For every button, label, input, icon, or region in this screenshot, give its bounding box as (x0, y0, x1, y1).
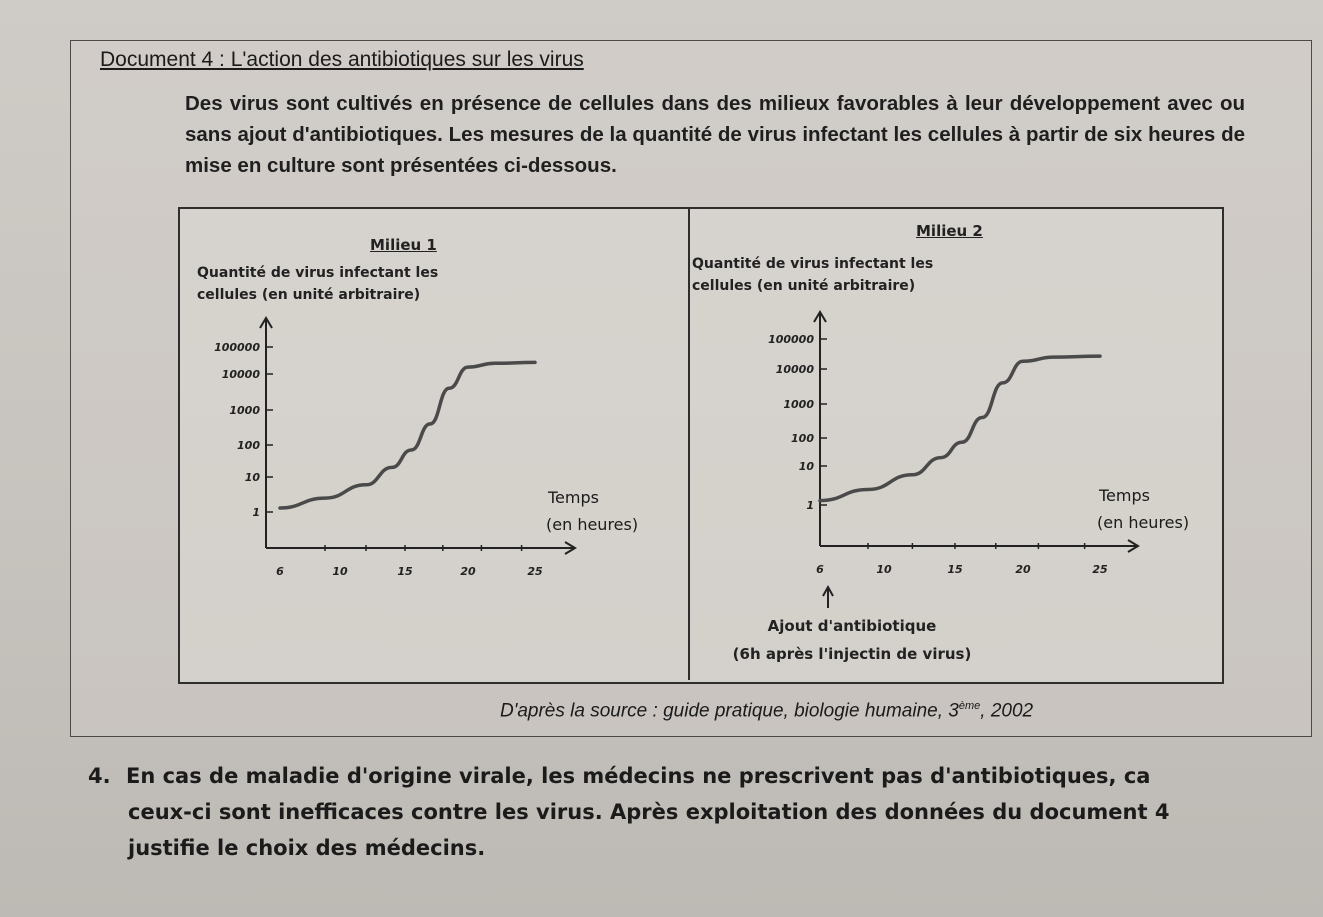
chart1-y-tick-label: 1 (252, 506, 260, 519)
chart1-x-tick-label: 25 (527, 565, 543, 578)
chart2-x-tick-label: 6 (816, 563, 824, 576)
chart2-y-tick-label: 100 (791, 432, 814, 445)
chart1-xlabel-line1: Temps (548, 488, 599, 507)
chart2-x-tick-label: 10 (876, 563, 892, 576)
chart1-y-tick-label: 10000 (221, 368, 260, 381)
chart2-y-tick-label: 1000 (783, 398, 814, 411)
source-suffix: , 2002 (980, 700, 1034, 722)
source-superscript: ème (958, 700, 981, 712)
source-citation (500, 700, 1033, 722)
chart2-ylabel-line1: Quantité de virus infectant les (692, 256, 934, 272)
source-prefix: D'après la source : guide pratique, biologie humaine, 3 (500, 700, 959, 722)
chart2-xlabel-line2: (en heures) (1097, 513, 1190, 532)
chart2-annotation-line2: (6h après l'injectin de virus) (732, 645, 972, 663)
chart2-x-tick-label: 25 (1092, 563, 1108, 576)
chart1-x-tick-label: 6 (276, 565, 284, 578)
chart2-y-tick-label: 100000 (768, 333, 814, 346)
chart1-ylabel-line1: Quantité de virus infectant les (197, 265, 439, 281)
chart1-x-tick-label: 10 (332, 565, 348, 578)
chart1-ylabel-line2: cellules (en unité arbitraire) (197, 287, 421, 303)
chart2-series-line (820, 356, 1100, 501)
chart1-title: Milieu 1 (370, 236, 437, 254)
intro-paragraph: Des virus sont cultivés en présence de cellules dans des milieux favorables à leur développement avec ou sans ajout d'antibiotiques. Les mesures de la quantité de virus infectant les cellules à partir de six heures de mise en culture sont présentées ci-dessous. (185, 92, 1245, 177)
chart1-y-tick-label: 10 (244, 471, 260, 484)
chart1-x-tick-label: 20 (460, 565, 476, 578)
question-line-3: justifie le choix des médecins. (128, 836, 486, 860)
chart2-y-tick-label: 1 (806, 499, 814, 512)
chart2-annotation-line1: Ajout d'antibiotique (767, 617, 937, 635)
question-number: 4. (88, 764, 111, 788)
question-line-2: ceux-ci sont inefficaces contre les virus. Après exploitation des données du document 4 (128, 800, 1170, 824)
chart1-y-tick-label: 100 (237, 439, 260, 452)
chart1-series-line (280, 362, 535, 508)
chart2-y-tick-label: 10000 (775, 363, 814, 376)
chart1-y-tick-label: 1000 (229, 404, 260, 417)
chart2-ylabel-line2: cellules (en unité arbitraire) (692, 278, 916, 294)
question-block (88, 758, 1323, 866)
chart1-xlabel-line2: (en heures) (546, 515, 639, 534)
chart2-y-tick-label: 10 (798, 460, 814, 473)
chart1-x-tick-label: 15 (397, 565, 413, 578)
document-title: Document 4 : L'action des antibiotiques sur les virus (100, 48, 584, 71)
chart2-x-tick-label: 15 (947, 563, 963, 576)
chart1-y-tick-label: 100000 (214, 341, 260, 354)
chart2-x-tick-label: 20 (1015, 563, 1031, 576)
question-line-1: En cas de maladie d'origine virale, les médecins ne prescrivent pas d'antibiotiques, ca (126, 764, 1151, 788)
chart2-title: Milieu 2 (916, 222, 983, 240)
chart-layer (214, 312, 1138, 608)
chart2-xlabel-line1: Temps (1099, 486, 1150, 505)
